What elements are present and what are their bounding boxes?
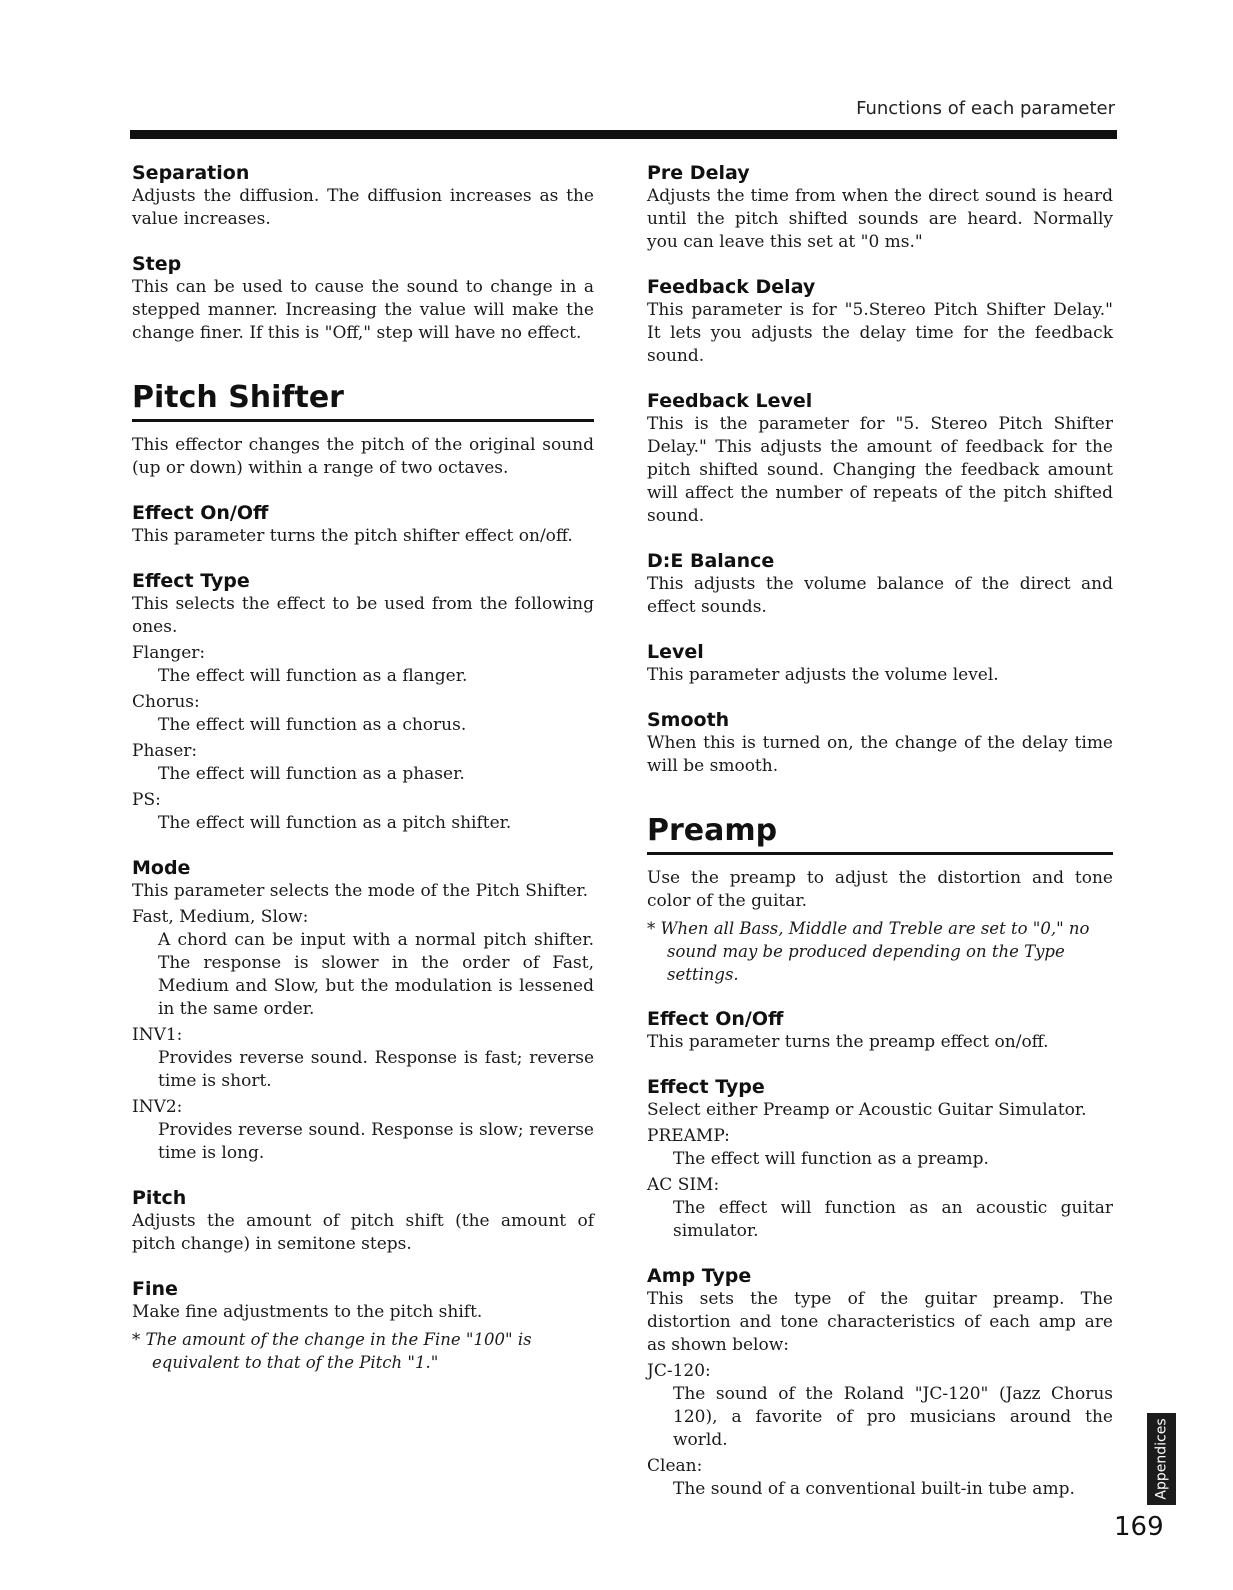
amp-type-options [647,1360,1113,1501]
amp-type-text: This sets the type of the guitar preamp. The distortion and tone characteristics of each amp are as shown below: [647,1289,1113,1355]
option-term: PS: [132,790,161,810]
preamp-effect-type-options [647,1125,1113,1243]
option-term: INV1: [132,1025,183,1045]
left-column [132,162,594,1374]
mode-options [132,906,594,1165]
option-desc: Provides reverse sound. Response is fast; reverse time is short. [158,1048,594,1091]
option-desc: The sound of the Roland "JC-120" (Jazz Chorus 120), a favorite of pro musicians around the world. [673,1384,1113,1450]
right-column [647,162,1113,1501]
fine-text: Make fine adjustments to the pitch shift. [132,1302,483,1322]
feedback-level-text: This is the parameter for "5. Stereo Pitch Shifter Delay." This adjusts the amount of feedback for the pitch shifted sound. Changing the feedback amount will affect the number of repeats of the pitch shifted sound. [647,414,1113,526]
pre-delay-title: Pre Delay [647,162,750,184]
option-desc: The effect will function as a flanger. [158,666,468,686]
step-section [132,253,594,345]
option-term: INV2: [132,1097,183,1117]
appendices-tab-label: Appendices [1153,1418,1170,1500]
preamp-note: * When all Bass, Middle and Treble are set to "0," no sound may be produced depending on the Type settings. [647,919,1090,984]
amp-type-title: Amp Type [647,1265,752,1287]
step-text: This can be used to cause the sound to change in a stepped manner. Increasing the value will make the change finer. If this is "Off," step will have no effect. [132,277,594,343]
ps-effect-onoff-title: Effect On/Off [132,502,269,524]
option-term: Flanger: [132,643,206,663]
option-desc: The effect will function as a preamp. [673,1149,989,1169]
option-desc: The sound of a conventional built-in tube amp. [673,1479,1075,1499]
option-desc: The effect will function as a pitch shifter. [158,813,512,833]
preamp-heading: Preamp [647,814,1113,855]
smooth-text: When this is turned on, the change of the delay time will be smooth. [647,733,1113,776]
smooth-title: Smooth [647,709,730,731]
separation-text: Adjusts the diffusion. The diffusion increases as the value increases. [132,186,594,229]
feedback-delay-text: This parameter is for "5.Stereo Pitch Shifter Delay." It lets you adjusts the delay time for the feedback sound. [647,300,1113,366]
option-term: Phaser: [132,741,198,761]
preamp-effect-onoff-text: This parameter turns the preamp effect on/off. [647,1032,1049,1052]
option-desc: Provides reverse sound. Response is slow; reverse time is long. [158,1120,594,1163]
running-header: Functions of each parameter [856,98,1115,119]
ps-effect-type-options [132,642,594,835]
header-rule [130,130,1117,139]
preamp-intro: Use the preamp to adjust the distortion and tone color of the guitar. [647,868,1113,911]
option-term: PREAMP: [647,1126,730,1146]
pre-delay-text: Adjusts the time from when the direct sound is heard until the pitch shifted sounds are heard. Normally you can leave this set at "0 ms." [647,186,1113,252]
preamp-effect-type-text: Select either Preamp or Acoustic Guitar Simulator. [647,1100,1087,1120]
ps-effect-onoff-text: This parameter turns the pitch shifter effect on/off. [132,526,573,546]
option-term: Clean: [647,1456,703,1476]
pitch-shifter-intro: This effector changes the pitch of the original sound (up or down) within a range of two octaves. [132,435,594,478]
separation-title: Separation [132,162,250,184]
page-number: 169 [1114,1512,1164,1542]
option-desc: The effect will function as a chorus. [158,715,467,735]
ps-effect-type-text: This selects the effect to be used from the following ones. [132,594,594,637]
option-term: JC-120: [647,1361,711,1381]
pitch-text: Adjusts the amount of pitch shift (the amount of pitch change) in semitone steps. [132,1211,594,1254]
mode-text: This parameter selects the mode of the Pitch Shifter. [132,881,589,901]
level-title: Level [647,641,704,663]
fine-note: * The amount of the change in the Fine "100" is equivalent to that of the Pitch "1." [132,1330,532,1372]
de-balance-title: D:E Balance [647,550,775,572]
appendices-tab [1147,1413,1176,1505]
pitch-title: Pitch [132,1187,187,1209]
separation-section [132,162,594,231]
de-balance-text: This adjusts the volume balance of the direct and effect sounds. [647,574,1113,617]
option-term: AC SIM: [647,1175,720,1195]
step-title: Step [132,253,182,275]
preamp-effect-type-title: Effect Type [647,1076,765,1098]
level-text: This parameter adjusts the volume level. [647,665,999,685]
ps-effect-type-title: Effect Type [132,570,250,592]
preamp-effect-onoff-title: Effect On/Off [647,1008,784,1030]
option-desc: A chord can be input with a normal pitch shifter. The response is slower in the order of Fast, Medium and Slow, but the modulation is lessened in the same order. [158,930,594,1019]
option-term: Chorus: [132,692,200,712]
feedback-delay-title: Feedback Delay [647,276,816,298]
option-term: Fast, Medium, Slow: [132,907,309,927]
feedback-level-title: Feedback Level [647,390,813,412]
option-desc: The effect will function as a phaser. [158,764,465,784]
option-desc: The effect will function as an acoustic guitar simulator. [673,1198,1113,1241]
pitch-shifter-heading: Pitch Shifter [132,381,594,422]
fine-title: Fine [132,1278,178,1300]
mode-title: Mode [132,857,191,879]
